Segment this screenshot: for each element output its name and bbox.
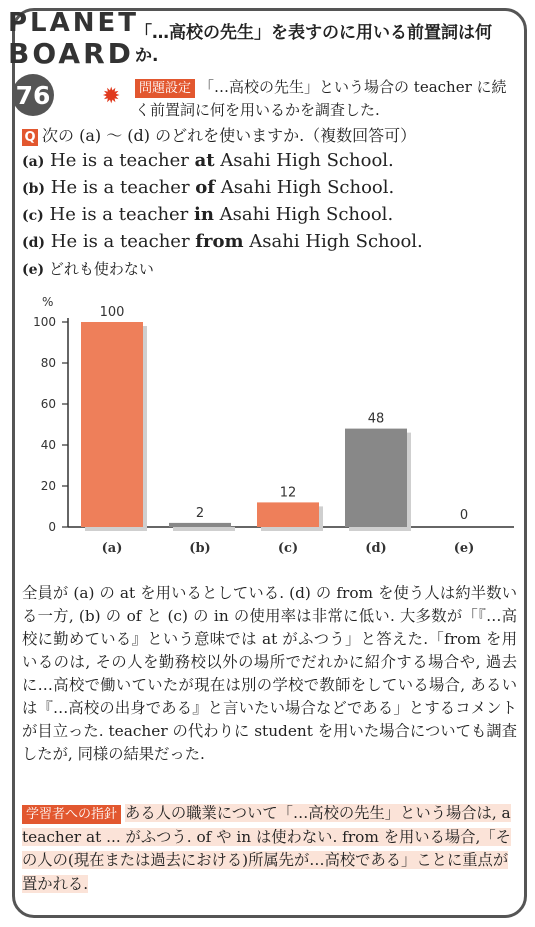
question-block xyxy=(22,124,512,283)
bar-shadow xyxy=(173,527,235,531)
category-label: (b) xyxy=(189,541,211,556)
question-text: 次の (a) ～ (d) のどれを使いますか.（複数回答可） xyxy=(42,126,417,145)
option-a: (a) He is a teacher at Asahi High School. xyxy=(22,150,394,171)
option-c: (c) He is a teacher in Asahi High School. xyxy=(22,204,394,225)
option-d: (d) He is a teacher from Asahi High School. xyxy=(22,231,423,252)
board-number: 76 xyxy=(12,74,54,116)
data-label: 2 xyxy=(195,505,205,521)
y-tick-label: 20 xyxy=(40,479,56,493)
category-label: (e) xyxy=(453,541,475,556)
y-tick-label: 80 xyxy=(40,356,56,370)
category-label: (d) xyxy=(365,541,387,556)
learner-advice xyxy=(22,802,517,896)
advice-text: ある人の職業について「…高校の先生」という場合は, a teacher at ... がふつう. of や in は使わない. from を用いる場合,「その人の(現在または過去における)所属先が…高校である」ことに重点が置かれる. xyxy=(22,804,511,893)
bar xyxy=(345,429,407,527)
bar-chart xyxy=(24,290,514,565)
y-tick-label: 100 xyxy=(33,315,56,329)
setting-text: 「…高校の先生」という場合の teacher に続く前置詞に何を用いるかを調査した. xyxy=(135,78,507,119)
advice-tag: 学習者への指針 xyxy=(22,805,121,824)
category-label: (c) xyxy=(277,541,299,556)
category-label: (a) xyxy=(101,541,123,556)
burst-icon: ✹ xyxy=(102,84,121,109)
bar xyxy=(81,322,143,527)
bar xyxy=(257,502,319,527)
problem-setting xyxy=(135,76,515,122)
data-label: 100 xyxy=(99,305,125,320)
data-label: 48 xyxy=(367,411,385,427)
y-tick-label: 40 xyxy=(40,438,56,452)
logo-line2: BOARD xyxy=(8,37,134,70)
data-label: 0 xyxy=(459,508,469,523)
option-e: (e) どれも使わない xyxy=(22,260,154,278)
y-axis-unit: % xyxy=(42,295,54,309)
question-line xyxy=(22,124,512,148)
logo-line1: PLANET xyxy=(8,8,140,38)
y-tick-label: 60 xyxy=(40,397,56,411)
y-tick-label: 0 xyxy=(48,520,56,534)
page-title: 「…高校の先生」を表すのに用いる前置詞は何か. xyxy=(135,23,492,66)
question-icon: Q xyxy=(22,129,38,146)
body-text: 全員が (a) の at を用いるとしている. (d) の from を使う人は約半数いる一方, (b) の of と (c) の in の使用率は非常に低い. 大多数が「『…高校に勤めている』という意味では at がふつう」と答えた.「from を用いるのは, その人を勤務校以外の場所でだれかに紹介する場合や, 過去に…高校で働いていたが現在は別の学校で教師をしている場合, あるいは『…高校の出身である』と言いたい場合などである」とするコメントが目立った. teacher の代わりに student を用いた場合についても調査したが, 同様の結果だった. xyxy=(22,584,517,763)
data-label: 12 xyxy=(279,485,297,501)
planet-board-logo xyxy=(8,8,140,110)
bar xyxy=(169,523,231,527)
setting-tag: 問題設定 xyxy=(135,79,195,98)
option-b: (b) He is a teacher of Asahi High School. xyxy=(22,177,395,198)
